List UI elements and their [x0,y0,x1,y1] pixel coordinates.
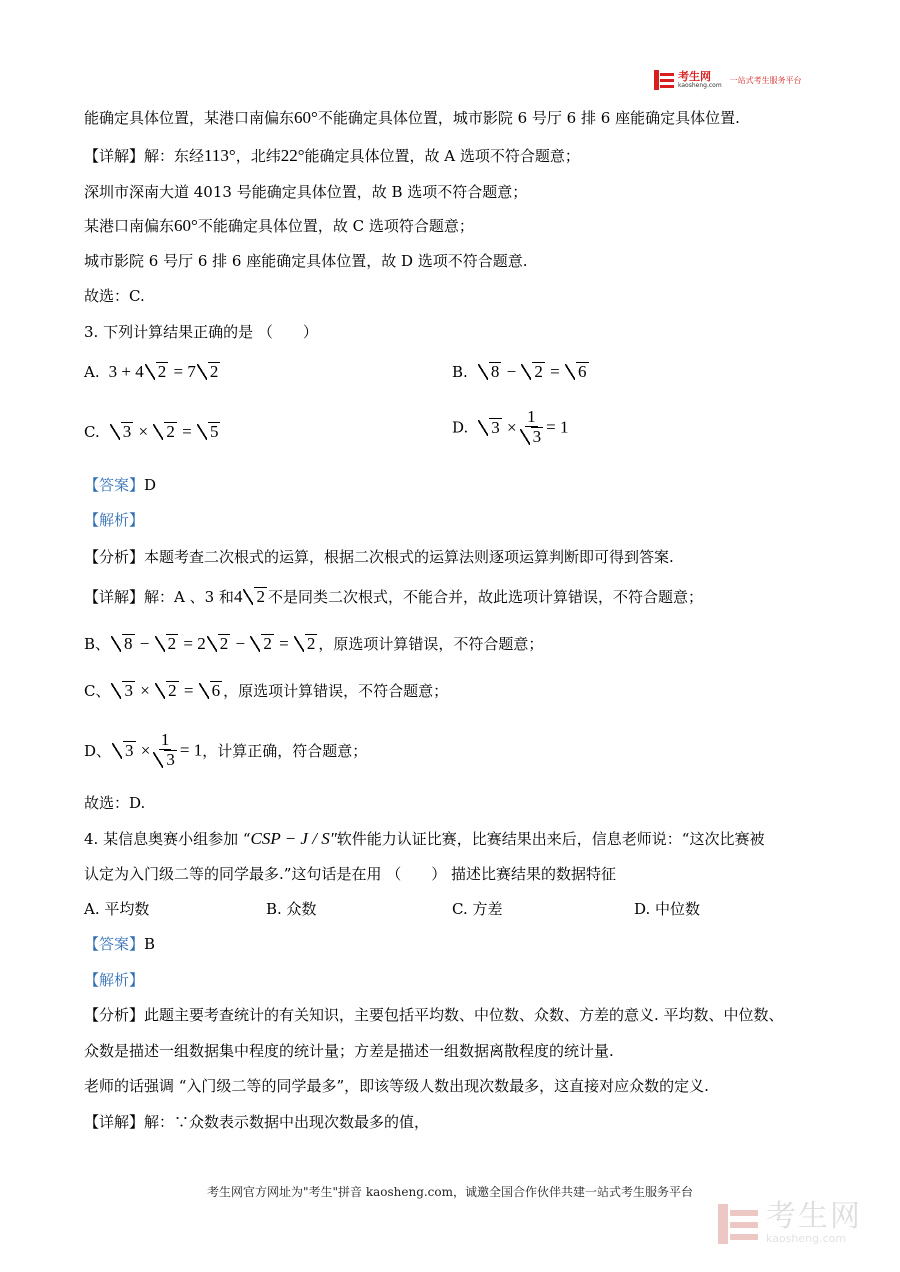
q3-option-b: B. 8 − 2 = 6 [452,362,587,381]
q3-choose: 故选：D. [84,794,146,812]
q3-xiangjie-a: 【详解】解：A 、3 和4 2 不是同类二次根式，不能合并，故此选项计算错误，不符合题意； [84,587,703,606]
watermark-url: kaosheng.com [766,1232,847,1245]
question-4-stem-line2: 认定为入门级二等的同学最多.”这句话是在用 （ ） 描述比赛结果的数据特征 [84,865,616,883]
q4-option-d: D. 中位数 [634,900,701,918]
q3-analysis-tag: 【解析】 [84,511,145,529]
question-3-stem: 3. 下列计算结果正确的是 （ ） [84,323,318,341]
q4-analysis-tag: 【解析】 [84,971,145,989]
brand-url: kaosheng.com [678,82,722,89]
q3-answer: 【答案】D [84,476,157,494]
question-4-stem-line1: 4. 某信息奥赛小组参加 “CSP − J / S″软件能力认证比赛，比赛结果出来后，信息老师说：“这次比赛被 [84,829,765,848]
watermark-logo-icon [718,1204,758,1244]
watermark-text: 考生网 [766,1199,862,1234]
text-line: 城市影院 6 号厅 6 排 6 座能确定具体位置，故 D 选项不符合题意. [84,252,528,270]
q4-option-c: C. 方差 [452,900,503,918]
q4-fenxi-line2: 众数是描述一组数据集中程度的统计量；方差是描述一组数据离散程度的统计量. [84,1042,614,1060]
q4-option-a: A. 平均数 [84,900,150,918]
q4-fenxi-line1: 【分析】此题主要考查统计的有关知识，主要包括平均数、中位数、众数、方差的意义. 平均数、中位数、 [84,1006,784,1024]
detail-tag: 【详解】 [84,147,145,165]
q4-xiangjie: 【详解】解：∵众数表示数据中出现次数最多的值， [84,1113,430,1131]
q3-xiangjie-b: B、 8 − 2 = 2 2 − 2 = 2 ，原选项计算错误，不符合题意； [84,634,544,653]
q4-answer: 【答案】B [84,935,156,953]
kaosheng-logo-icon [654,70,674,90]
q3-option-a: A. 3 + 4 2 = 7 2 [84,362,219,381]
q3-xiangjie-d: D、 3 × $\frac{1}{3}$ = 1，计算正确，符合题意； [84,730,368,769]
q4-explanation: 老师的话强调 “入门级二等的同学最多”，即该等级人数出现次数最多，这直接对应众数的定义. [84,1077,709,1095]
text-line: 【详解】解：东经113°，北纬22°能确定具体位置，故 A 选项不符合题意； [84,146,580,165]
header-brand [654,70,802,90]
text-line: 深圳市深南大道 4013 号能确定具体位置，故 B 选项不符合题意； [84,183,528,201]
q3-xiangjie-c: C、 3 × 2 = 6 ，原选项计算错误，不符合题意； [84,681,449,700]
watermark [718,1199,862,1245]
brand-slogan: 一站式考生服务平台 [729,75,802,85]
page-footer: 考生网官方网址为"考生"拼音 kaosheng.com，诚邀全国合作伙伴共建一站式考生服务平台 [206,1185,694,1199]
text-line: 某港口南偏东60°不能确定具体位置，故 C 选项符合题意； [84,216,474,235]
q4-option-b: B. 众数 [266,900,317,918]
q3-fenxi: 【分析】本题考查二次根式的运算，根据二次根式的运算法则逐项运算判断即可得到答案. [84,548,674,566]
q3-option-d: D. 3 × $\frac{1}{3}$ = 1 [452,407,569,446]
q3-option-c: C. 3 × 2 = 5 [84,422,219,441]
text-line: 能确定具体位置，某港口南偏东60°不能确定具体位置，城市影院 6 号厅 6 排 6 座能确定具体位置. [84,108,740,127]
text-line: 故选：C. [84,287,145,305]
brand-name: 考生网 [678,70,711,83]
